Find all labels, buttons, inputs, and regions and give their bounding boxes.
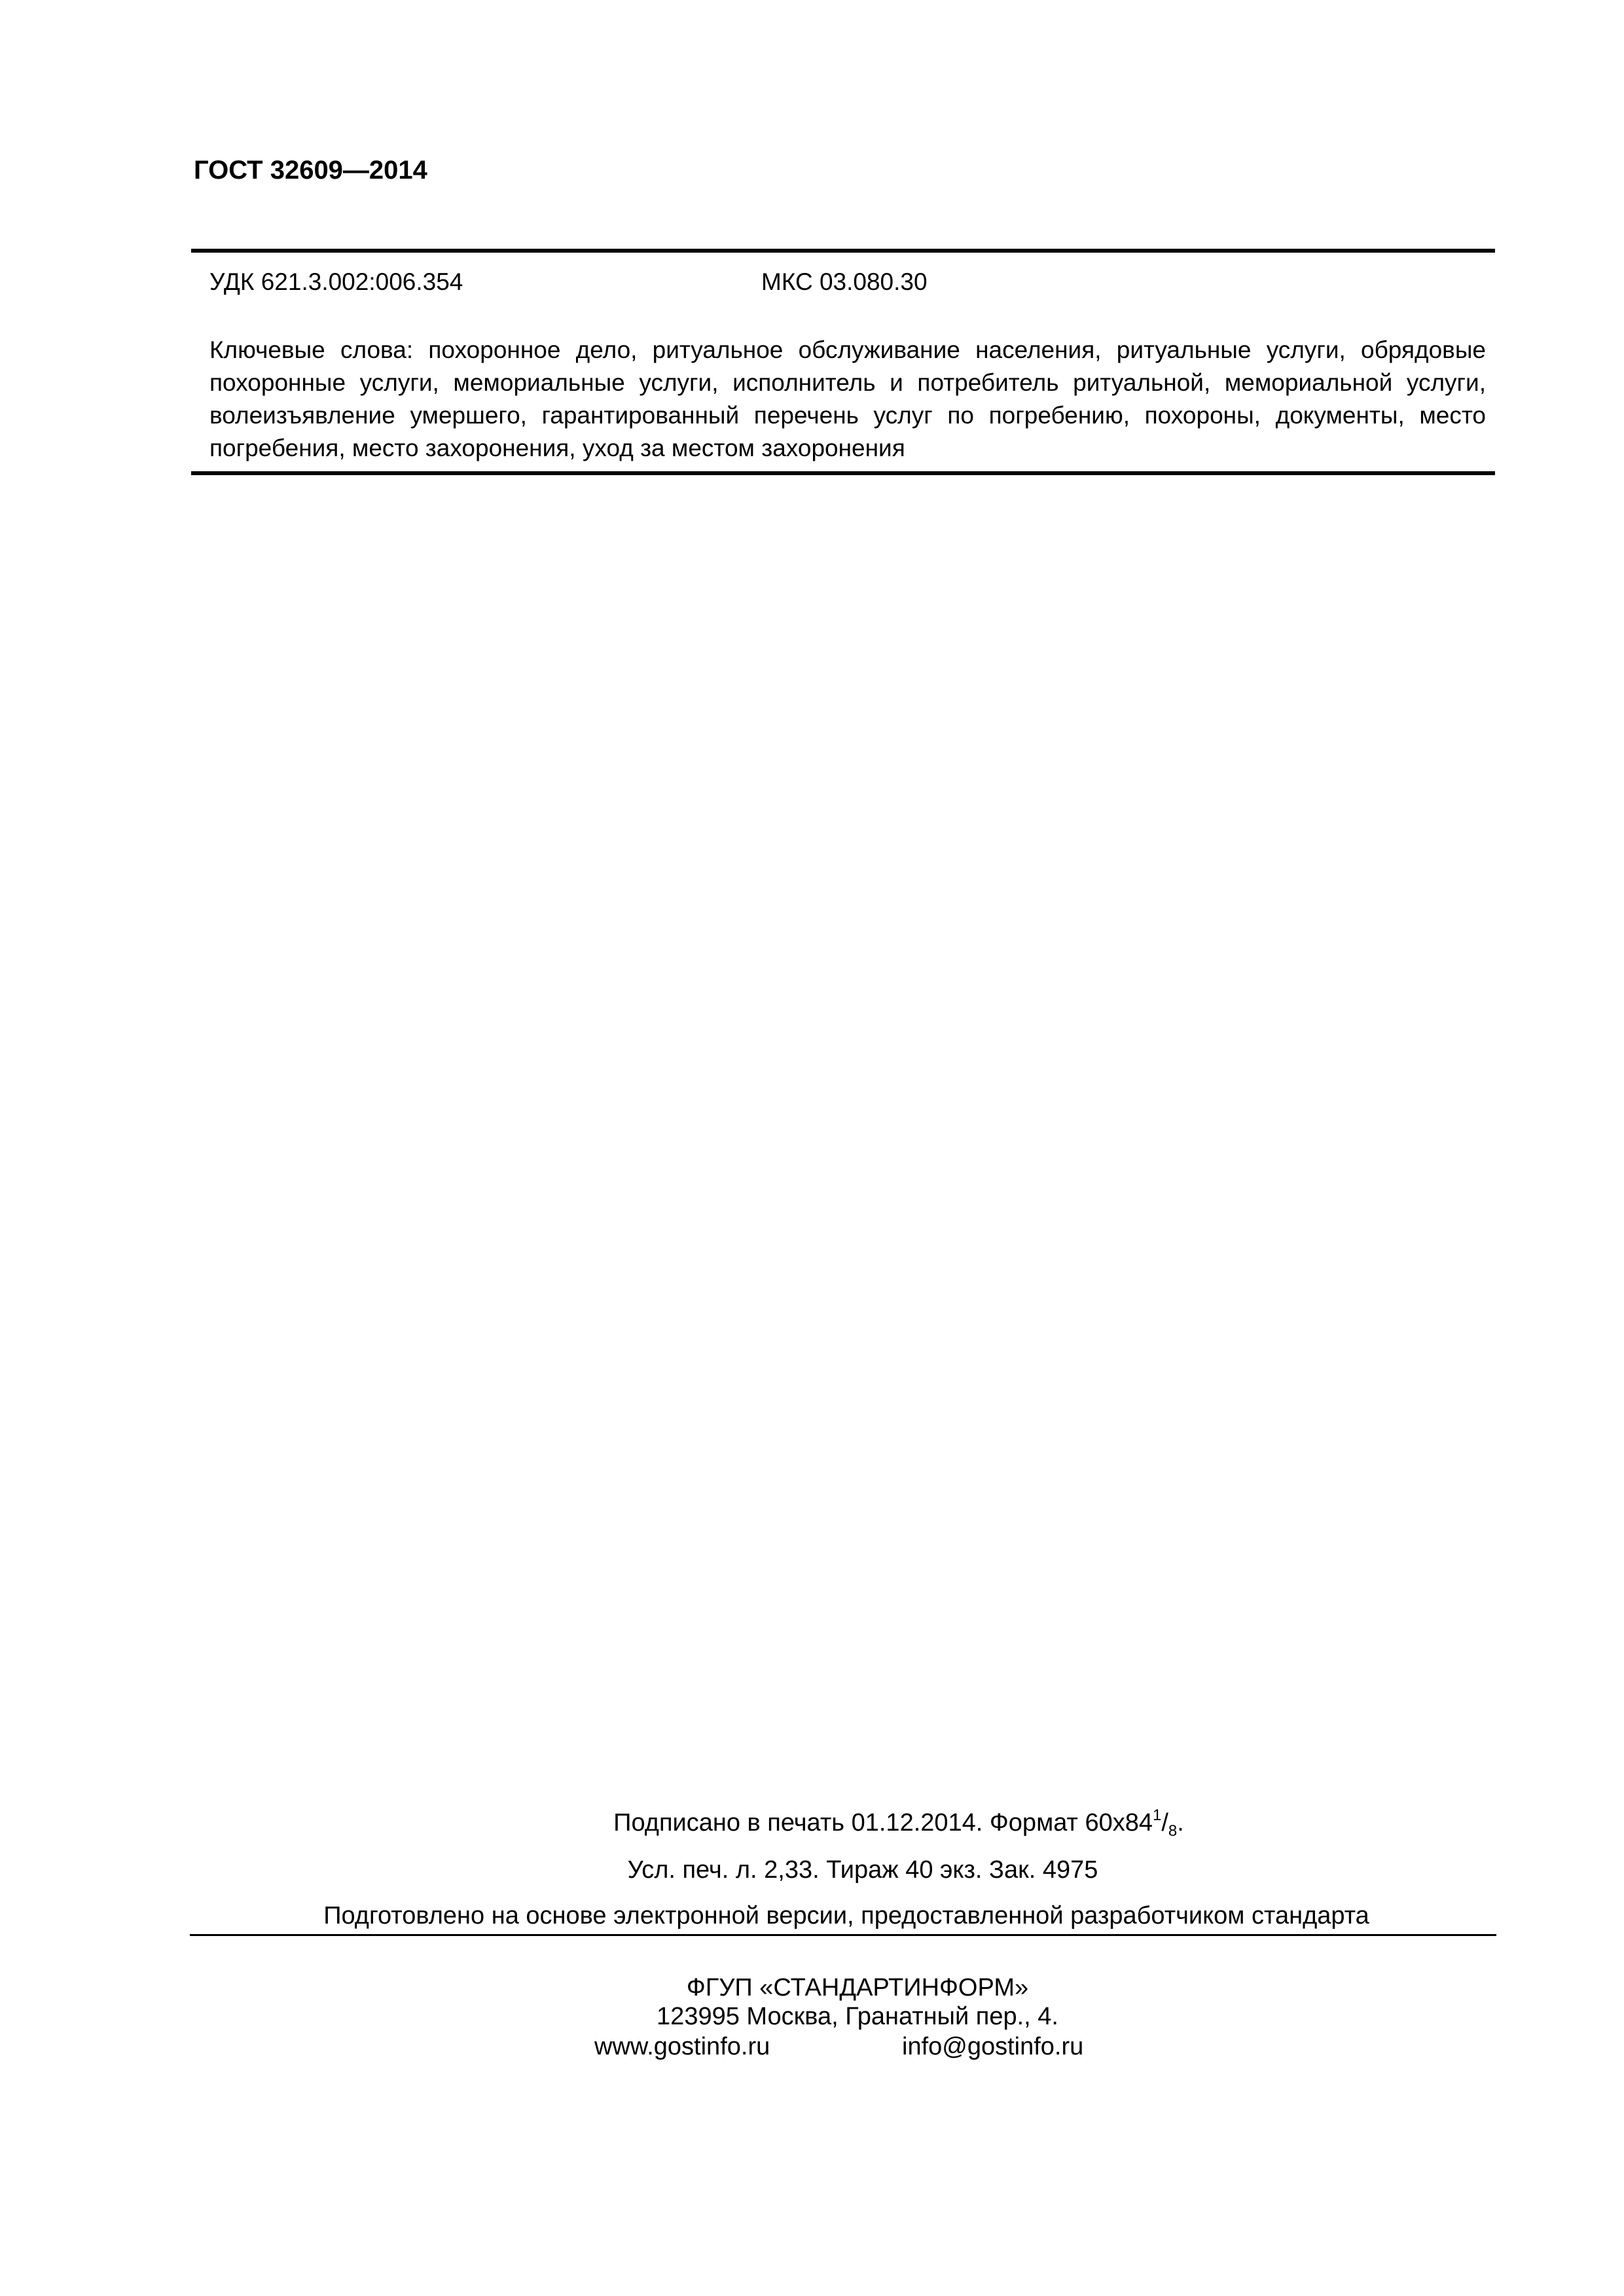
format-end-period: . [1177, 1809, 1184, 1837]
signed-to-print-line [190, 1805, 1496, 1840]
document-code: ГОСТ 32609—2014 [194, 156, 427, 185]
top-rule [191, 249, 1495, 253]
keywords-paragraph: Ключевые слова: похоронное дело, ритуальное обслуживание населения, ритуальные услуги, обрядовые похоронные услуги, мемориальные услуги, исполнитель и потребитель ритуальной, мемориальной услуги, волеизъявление умершего, гарантированный перечень услуг по погребению, похороны, документы, место погребения, место захоронения, уход за местом захоронения [209, 336, 1486, 461]
format-fraction-denominator: 8 [1168, 1822, 1178, 1840]
format-fraction-slash: / [1161, 1809, 1168, 1837]
format-fraction-numerator: 1 [1152, 1806, 1162, 1824]
udk-code: УДК 621.3.002:006.354 [209, 268, 463, 295]
publisher-name: ФГУП «СТАНДАРТИНФОРМ» [686, 1974, 1029, 2001]
keywords-bottom-rule [191, 471, 1495, 475]
imprint-rule [190, 1934, 1496, 1936]
mks-code: МКС 03.080.30 [761, 268, 928, 295]
publisher-address: 123995 Москва, Гранатный пер., 4. [657, 2003, 1058, 2030]
publisher-email[interactable]: info@gostinfo.ru [902, 2033, 1084, 2060]
prepared-note-line: Подготовлено на основе электронной версии, предоставленной разработчиком стандарта [323, 1902, 1369, 1929]
publisher-website[interactable]: www.gostinfo.ru [594, 2033, 770, 2060]
signed-to-print-text: Подписано в печать 01.12.2014. Формат 60х84 [613, 1809, 1153, 1837]
publisher-contacts [190, 2029, 1496, 2064]
print-details-line: Усл. печ. л. 2,33. Тираж 40 экз. Зак. 4975 [627, 1856, 1098, 1884]
